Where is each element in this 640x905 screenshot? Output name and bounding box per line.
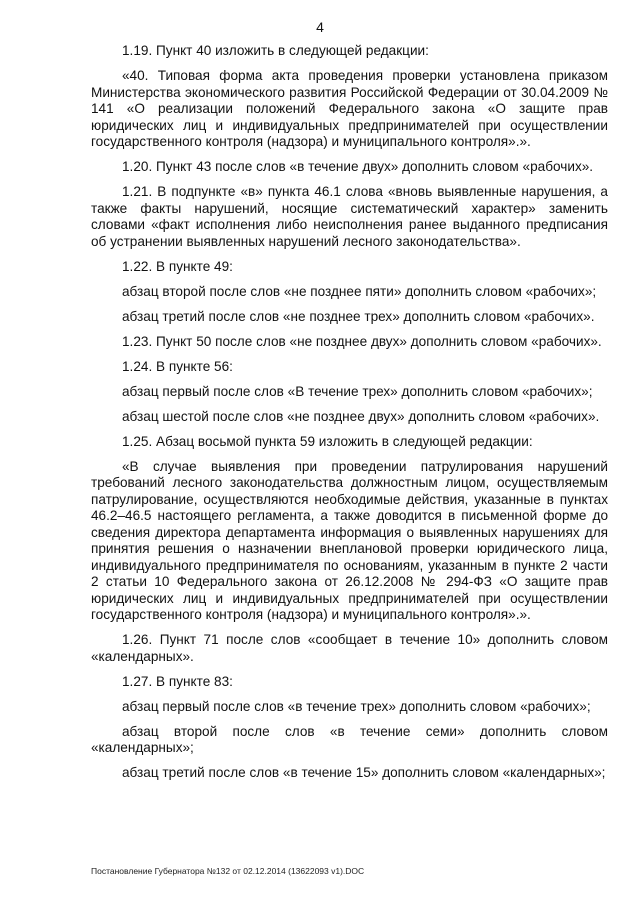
paragraph: абзац первый после слов «В течение трех» дополнить словом «рабочих»; [122, 383, 593, 399]
document-body [91, 43, 608, 790]
document-footer: Постановление Губернатора №132 от 02.12.2014 (13622093 v1).DOC [91, 866, 365, 876]
paragraph: 1.27. В пункте 83: [122, 673, 233, 689]
paragraph: 1.21. В подпункте «в» пункта 46.1 слова «вновь выявленные нарушения, а также факты нарушений, носящие систематический характер» заменить словами «факт исполнения либо неисполнения ранее выданного предписания об устранении выявленных нарушений лесного законодательства». [91, 184, 608, 249]
paragraph: абзац второй после слов «в течение семи» дополнить словом «календарных»; [91, 723, 608, 755]
paragraph: «40. Типовая форма акта проведения проверки установлена приказом Министерства экономического развития Российской Федерации от 30.04.2009 № 141 «О реализации положений Федерального закона «О защите прав юридических лиц и индивидуальных предпринимателей при осуществлении государственного контроля (надзора) и муниципального контроля».». [91, 68, 608, 149]
paragraph: 1.24. В пункте 56: [122, 358, 233, 374]
paragraph: абзац третий после слов «не позднее трех» дополнить словом «рабочих». [122, 308, 595, 324]
paragraph: «В случае выявления при проведении патрулирования нарушений требований лесного законодательства должностным лицом, осуществляемым патрулирование, осуществляются необходимые действия, указанные в пунктах 46.2–46.5 настоящего регламента, а также доводится в письменной форме до сведения директора департамента информация о выявленных нарушениях для принятия решения о назначении внеплановой проверки юридического лица, индивидуального предпринимателя по основаниям, указанным в пункте 2 части 2 статьи 10 Федерального закона от 26.12.2008 № 294-ФЗ «О защите прав юридических лиц и индивидуальных предпринимателей при осуществлении государственного контроля (надзора) и муниципального контроля».». [91, 458, 608, 622]
page-number: 4 [316, 19, 324, 35]
paragraph: абзац второй после слов «не позднее пяти» дополнить словом «рабочих»; [122, 283, 597, 299]
paragraph: 1.20. Пункт 43 после слов «в течение двух» дополнить словом «рабочих». [122, 159, 594, 174]
paragraph: 1.25. Абзац восьмой пункта 59 изложить в следующей редакции: [122, 433, 533, 449]
paragraph: абзац третий после слов «в течение 15» дополнить словом «календарных»; [122, 765, 606, 780]
paragraph: абзац шестой после слов «не позднее двух» дополнить словом «рабочих». [122, 408, 600, 424]
paragraph: 1.23. Пункт 50 после слов «не позднее двух» дополнить словом «рабочих». [122, 333, 602, 349]
paragraph: 1.22. В пункте 49: [122, 258, 233, 274]
paragraph: абзац первый после слов «в течение трех» дополнить словом «рабочих»; [122, 698, 591, 714]
paragraph: 1.19. Пункт 40 изложить в следующей редакции: [122, 43, 429, 58]
paragraph: 1.26. Пункт 71 после слов «сообщает в течение 10» дополнить словом «календарных». [91, 632, 608, 664]
